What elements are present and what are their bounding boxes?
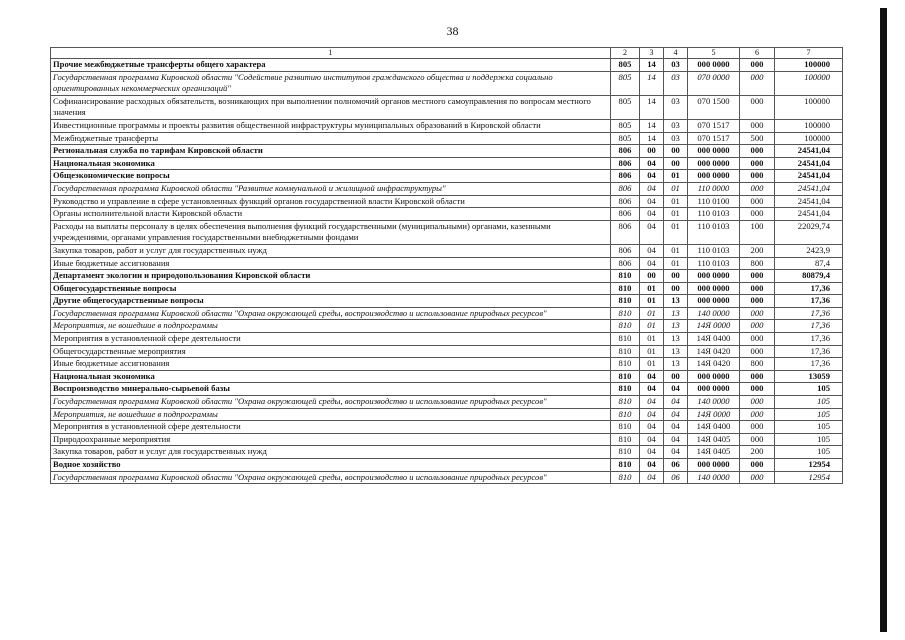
row-amount: 17,36 — [775, 282, 843, 295]
row-code-2: 810 — [611, 459, 640, 472]
row-code-6: 000 — [740, 157, 775, 170]
row-code-6: 000 — [740, 182, 775, 195]
row-code-2: 806 — [611, 220, 640, 244]
row-code-5: 140 0000 — [688, 396, 740, 409]
row-code-5: 000 0000 — [688, 59, 740, 72]
row-code-4: 04 — [664, 396, 688, 409]
table-row — [51, 170, 843, 183]
row-amount: 17,36 — [775, 307, 843, 320]
row-code-4: 04 — [664, 383, 688, 396]
row-code-2: 805 — [611, 95, 640, 119]
row-code-3: 04 — [640, 170, 664, 183]
row-code-5: 14Я 0405 — [688, 446, 740, 459]
row-code-4: 03 — [664, 59, 688, 72]
row-amount: 24541,04 — [775, 145, 843, 158]
row-code-2: 810 — [611, 295, 640, 308]
row-code-2: 810 — [611, 370, 640, 383]
row-code-2: 810 — [611, 396, 640, 409]
row-code-6: 000 — [740, 95, 775, 119]
row-code-4: 13 — [664, 307, 688, 320]
row-amount: 105 — [775, 408, 843, 421]
row-code-6: 000 — [740, 433, 775, 446]
row-amount: 24541,04 — [775, 182, 843, 195]
row-name: Общеэкономические вопросы — [51, 170, 611, 183]
row-code-4: 01 — [664, 220, 688, 244]
row-code-2: 810 — [611, 421, 640, 434]
row-code-6: 000 — [740, 471, 775, 484]
row-code-6: 200 — [740, 446, 775, 459]
row-amount: 12954 — [775, 459, 843, 472]
row-amount: 100000 — [775, 119, 843, 132]
row-code-2: 806 — [611, 208, 640, 221]
row-code-4: 01 — [664, 208, 688, 221]
table-row — [51, 345, 843, 358]
row-name: Водное хозяйство — [51, 459, 611, 472]
row-code-2: 810 — [611, 471, 640, 484]
row-code-5: 000 0000 — [688, 270, 740, 283]
row-code-3: 04 — [640, 195, 664, 208]
row-code-6: 800 — [740, 358, 775, 371]
row-amount: 105 — [775, 433, 843, 446]
row-amount: 12954 — [775, 471, 843, 484]
row-code-6: 000 — [740, 408, 775, 421]
row-code-3: 14 — [640, 71, 664, 95]
table-row — [51, 396, 843, 409]
row-code-6: 200 — [740, 244, 775, 257]
table-row — [51, 95, 843, 119]
row-name: Воспроизводство минерально-сырьевой базы — [51, 383, 611, 396]
row-code-4: 01 — [664, 257, 688, 270]
row-code-3: 14 — [640, 95, 664, 119]
row-code-4: 00 — [664, 145, 688, 158]
row-code-4: 01 — [664, 182, 688, 195]
table-row — [51, 370, 843, 383]
row-code-3: 01 — [640, 295, 664, 308]
row-code-4: 13 — [664, 320, 688, 333]
table-row — [51, 195, 843, 208]
row-code-6: 000 — [740, 383, 775, 396]
row-name: Мероприятия, не вошедшие в подпрограммы — [51, 408, 611, 421]
row-code-4: 03 — [664, 132, 688, 145]
row-code-3: 04 — [640, 383, 664, 396]
row-name: Национальная экономика — [51, 370, 611, 383]
row-code-4: 13 — [664, 333, 688, 346]
table-row — [51, 270, 843, 283]
row-code-4: 06 — [664, 459, 688, 472]
row-amount: 105 — [775, 421, 843, 434]
row-code-4: 03 — [664, 119, 688, 132]
row-code-6: 000 — [740, 145, 775, 158]
row-code-6: 000 — [740, 282, 775, 295]
row-code-5: 110 0103 — [688, 208, 740, 221]
row-code-5: 000 0000 — [688, 157, 740, 170]
row-code-3: 01 — [640, 282, 664, 295]
row-code-3: 04 — [640, 182, 664, 195]
row-code-4: 00 — [664, 370, 688, 383]
row-code-6: 000 — [740, 307, 775, 320]
row-code-3: 04 — [640, 157, 664, 170]
row-amount: 105 — [775, 446, 843, 459]
row-code-3: 01 — [640, 333, 664, 346]
row-code-3: 04 — [640, 421, 664, 434]
row-amount: 2423,9 — [775, 244, 843, 257]
row-code-6: 000 — [740, 333, 775, 346]
row-code-6: 000 — [740, 270, 775, 283]
row-name: Государственная программа Кировской области "Охрана окружающей среды, воспроизводство и использование природных ресурсов" — [51, 396, 611, 409]
table-row — [51, 282, 843, 295]
table-row — [51, 157, 843, 170]
row-code-5: 070 1517 — [688, 119, 740, 132]
table-row — [51, 421, 843, 434]
row-code-3: 14 — [640, 59, 664, 72]
table-row — [51, 257, 843, 270]
row-code-2: 806 — [611, 244, 640, 257]
row-code-6: 000 — [740, 208, 775, 221]
row-code-6: 000 — [740, 421, 775, 434]
table-row — [51, 459, 843, 472]
row-code-4: 03 — [664, 95, 688, 119]
row-code-4: 01 — [664, 195, 688, 208]
row-code-2: 806 — [611, 145, 640, 158]
row-code-3: 04 — [640, 446, 664, 459]
row-amount: 105 — [775, 383, 843, 396]
table-row — [51, 358, 843, 371]
row-code-3: 14 — [640, 119, 664, 132]
row-name: Органы исполнительной власти Кировской области — [51, 208, 611, 221]
row-code-6: 500 — [740, 132, 775, 145]
header-cell: 7 — [775, 48, 843, 59]
row-code-5: 000 0000 — [688, 282, 740, 295]
row-code-5: 110 0103 — [688, 257, 740, 270]
row-code-2: 810 — [611, 282, 640, 295]
row-code-5: 000 0000 — [688, 170, 740, 183]
row-code-5: 14Я 0420 — [688, 345, 740, 358]
table-row — [51, 333, 843, 346]
row-amount: 105 — [775, 396, 843, 409]
row-code-5: 070 1500 — [688, 95, 740, 119]
header-cell: 1 — [51, 48, 611, 59]
row-amount: 87,4 — [775, 257, 843, 270]
header-cell: 2 — [611, 48, 640, 59]
table-row — [51, 71, 843, 95]
row-code-5: 14Я 0000 — [688, 408, 740, 421]
row-code-5: 140 0000 — [688, 307, 740, 320]
table-row — [51, 320, 843, 333]
table-row — [51, 307, 843, 320]
row-name: Департамент экологии и природопользования Кировской области — [51, 270, 611, 283]
row-amount: 17,36 — [775, 295, 843, 308]
table-row — [51, 59, 843, 72]
row-code-6: 000 — [740, 396, 775, 409]
row-code-4: 13 — [664, 345, 688, 358]
row-code-5: 000 0000 — [688, 295, 740, 308]
row-amount: 17,36 — [775, 358, 843, 371]
row-name: Иные бюджетные ассигнования — [51, 257, 611, 270]
table-row — [51, 433, 843, 446]
row-code-5: 140 0000 — [688, 471, 740, 484]
row-code-2: 810 — [611, 307, 640, 320]
row-code-5: 110 0000 — [688, 182, 740, 195]
table-row — [51, 295, 843, 308]
row-code-3: 04 — [640, 471, 664, 484]
row-code-2: 810 — [611, 345, 640, 358]
row-code-6: 000 — [740, 459, 775, 472]
row-code-4: 00 — [664, 157, 688, 170]
row-amount: 24541,04 — [775, 157, 843, 170]
scan-edge-bar — [880, 8, 887, 632]
row-code-2: 810 — [611, 270, 640, 283]
row-name: Закупка товаров, работ и услуг для государственных нужд — [51, 446, 611, 459]
table-row — [51, 383, 843, 396]
row-amount: 100000 — [775, 132, 843, 145]
row-name: Руководство и управление в сфере установленных функций органов государственной власти Кировской области — [51, 195, 611, 208]
table-row — [51, 244, 843, 257]
row-code-6: 000 — [740, 59, 775, 72]
row-code-4: 04 — [664, 446, 688, 459]
table-row — [51, 471, 843, 484]
row-code-4: 00 — [664, 270, 688, 283]
row-code-4: 04 — [664, 408, 688, 421]
header-cell: 3 — [640, 48, 664, 59]
table-row — [51, 119, 843, 132]
row-code-5: 110 0103 — [688, 220, 740, 244]
row-code-5: 14Я 0420 — [688, 358, 740, 371]
row-code-3: 04 — [640, 257, 664, 270]
row-amount: 17,36 — [775, 320, 843, 333]
row-code-6: 100 — [740, 220, 775, 244]
row-code-3: 00 — [640, 145, 664, 158]
row-name: Мероприятия в установленной сфере деятельности — [51, 333, 611, 346]
row-code-6: 000 — [740, 320, 775, 333]
row-code-5: 000 0000 — [688, 383, 740, 396]
row-code-2: 810 — [611, 446, 640, 459]
row-name: Государственная программа Кировской области "Охрана окружающей среды, воспроизводство и использование природных ресурсов" — [51, 471, 611, 484]
row-code-3: 14 — [640, 132, 664, 145]
row-code-6: 000 — [740, 119, 775, 132]
row-code-6: 000 — [740, 345, 775, 358]
row-code-3: 01 — [640, 307, 664, 320]
row-name: Мероприятия в установленной сфере деятельности — [51, 421, 611, 434]
row-amount: 17,36 — [775, 333, 843, 346]
row-code-5: 000 0000 — [688, 145, 740, 158]
page-number: 38 — [446, 24, 459, 38]
row-amount: 100000 — [775, 95, 843, 119]
row-code-4: 00 — [664, 282, 688, 295]
row-name: Общегосударственные мероприятия — [51, 345, 611, 358]
row-code-2: 810 — [611, 408, 640, 421]
row-code-4: 03 — [664, 71, 688, 95]
row-name: Государственная программа Кировской области "Содействие развитию институтов гражданского общества и поддержка социально ориентированных некоммерческих организаций" — [51, 71, 611, 95]
row-amount: 22029,74 — [775, 220, 843, 244]
row-code-3: 04 — [640, 208, 664, 221]
row-code-5: 110 0103 — [688, 244, 740, 257]
row-code-3: 04 — [640, 244, 664, 257]
row-code-5: 14Я 0400 — [688, 421, 740, 434]
table-row — [51, 145, 843, 158]
row-code-5: 110 0100 — [688, 195, 740, 208]
row-code-2: 805 — [611, 59, 640, 72]
row-name: Софинансирование расходных обязательств, возникающих при выполнении полномочий органов местного самоуправления по вопросам местного значения — [51, 95, 611, 119]
table-row — [51, 408, 843, 421]
row-code-2: 805 — [611, 132, 640, 145]
row-code-2: 805 — [611, 71, 640, 95]
table-row — [51, 208, 843, 221]
header-cell: 5 — [688, 48, 740, 59]
row-amount: 24541,04 — [775, 208, 843, 221]
row-code-4: 04 — [664, 433, 688, 446]
row-code-5: 14Я 0405 — [688, 433, 740, 446]
row-name: Государственная программа Кировской области "Развитие коммунальной и жилищной инфраструктуры" — [51, 182, 611, 195]
row-code-3: 01 — [640, 345, 664, 358]
row-code-5: 000 0000 — [688, 370, 740, 383]
table-header-row — [51, 48, 843, 59]
row-code-6: 000 — [740, 195, 775, 208]
row-amount: 24541,04 — [775, 195, 843, 208]
row-code-5: 070 1517 — [688, 132, 740, 145]
row-code-6: 000 — [740, 295, 775, 308]
row-name: Расходы на выплаты персоналу в целях обеспечения выполнения функций государственными (муниципальными) органами, казенными учреждениями, органами управления государственными внебюджетными фондами — [51, 220, 611, 244]
row-code-2: 806 — [611, 257, 640, 270]
row-code-4: 01 — [664, 170, 688, 183]
row-code-3: 01 — [640, 320, 664, 333]
row-name: Природоохранные мероприятия — [51, 433, 611, 446]
row-amount: 80879,4 — [775, 270, 843, 283]
row-code-3: 01 — [640, 358, 664, 371]
row-code-4: 01 — [664, 244, 688, 257]
row-code-2: 806 — [611, 157, 640, 170]
header-cell: 6 — [740, 48, 775, 59]
row-name: Региональная служба по тарифам Кировской области — [51, 145, 611, 158]
row-name: Инвестиционные программы и проекты развития общественной инфраструктуры муниципальных образований в Кировской области — [51, 119, 611, 132]
row-code-3: 04 — [640, 408, 664, 421]
row-code-2: 806 — [611, 170, 640, 183]
row-code-2: 805 — [611, 119, 640, 132]
row-code-3: 04 — [640, 220, 664, 244]
row-code-4: 06 — [664, 471, 688, 484]
row-name: Иные бюджетные ассигнования — [51, 358, 611, 371]
row-name: Прочие межбюджетные трансферты общего характера — [51, 59, 611, 72]
row-code-2: 806 — [611, 195, 640, 208]
row-name: Межбюджетные трансферты — [51, 132, 611, 145]
row-code-3: 00 — [640, 270, 664, 283]
table-row — [51, 182, 843, 195]
row-code-4: 04 — [664, 421, 688, 434]
table-row — [51, 446, 843, 459]
row-amount: 17,36 — [775, 345, 843, 358]
row-code-6: 000 — [740, 170, 775, 183]
table-row — [51, 132, 843, 145]
row-code-3: 04 — [640, 370, 664, 383]
row-name: Государственная программа Кировской области "Охрана окружающей среды, воспроизводство и использование природных ресурсов" — [51, 307, 611, 320]
row-code-2: 806 — [611, 182, 640, 195]
header-cell: 4 — [664, 48, 688, 59]
row-code-4: 13 — [664, 358, 688, 371]
row-code-4: 13 — [664, 295, 688, 308]
row-code-2: 810 — [611, 320, 640, 333]
row-code-2: 810 — [611, 358, 640, 371]
row-code-5: 000 0000 — [688, 459, 740, 472]
row-name: Национальная экономика — [51, 157, 611, 170]
table-row — [51, 220, 843, 244]
row-code-3: 04 — [640, 396, 664, 409]
row-code-3: 04 — [640, 433, 664, 446]
row-name: Общегосударственные вопросы — [51, 282, 611, 295]
budget-table — [50, 47, 843, 484]
row-amount: 100000 — [775, 59, 843, 72]
row-code-3: 04 — [640, 459, 664, 472]
row-code-2: 810 — [611, 383, 640, 396]
row-code-5: 14Я 0000 — [688, 320, 740, 333]
row-code-6: 800 — [740, 257, 775, 270]
row-code-2: 810 — [611, 333, 640, 346]
row-name: Мероприятия, не вошедшие в подпрограммы — [51, 320, 611, 333]
row-code-6: 000 — [740, 370, 775, 383]
row-code-6: 000 — [740, 71, 775, 95]
row-code-5: 070 0000 — [688, 71, 740, 95]
row-code-5: 14Я 0400 — [688, 333, 740, 346]
row-name: Другие общегосударственные вопросы — [51, 295, 611, 308]
row-code-2: 810 — [611, 433, 640, 446]
row-name: Закупка товаров, работ и услуг для государственных нужд — [51, 244, 611, 257]
row-amount: 13059 — [775, 370, 843, 383]
row-amount: 100000 — [775, 71, 843, 95]
row-amount: 24541,04 — [775, 170, 843, 183]
